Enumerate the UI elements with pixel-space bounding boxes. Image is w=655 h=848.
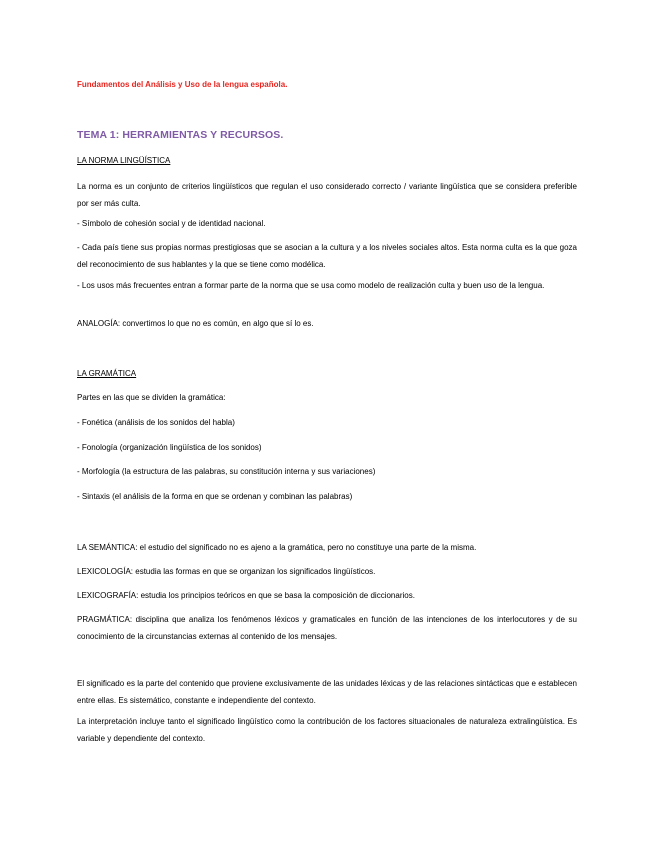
semantica-paragraph: LA SEMÁNTICA: el estudio del significado no es ajeno a la gramática, pero no constituye una parte de la misma. [77,543,477,552]
section-heading-gramatica: LA GRAMÁTICA [77,369,137,378]
significado-paragraph: El significado es la parte del contenido que proviene exclusivamente de las unidades léxicas y de las relaciones sintácticas que e establecen entre ellas. Es sistemático, constante e independiente del contexto. [77,679,577,705]
gramatica-item-fonetica: - Fonética (análisis de los sonidos del habla) [77,418,235,427]
norma-bullet-2: - Cada país tiene sus propias normas prestigiosas que se asocian a la cultura y a los niveles sociales altos. Esta norma culta es la que goza del reconocimiento de sus hablantes y la que se tiene como modélica. [77,243,577,269]
norma-bullet-3: - Los usos más frecuentes entran a formar parte de la norma que se usa como modelo de realización culta y buen uso de la lengua. [77,281,545,290]
norma-bullet-1: - Símbolo de cohesión social y de identidad nacional. [77,219,266,228]
theme-title: TEMA 1: HERRAMIENTAS Y RECURSOS. [77,129,284,141]
section-heading-norma: LA NORMA LINGÜÍSTICA [77,156,171,165]
gramatica-intro: Partes en las que se dividen la gramática: [77,393,226,402]
analogia-paragraph: ANALOGÍA: convertimos lo que no es común, en algo que sí lo es. [77,319,314,328]
lexicografia-paragraph: LEXICOGRAFÍA: estudia los principios teóricos en que se basa la composición de diccionarios. [77,591,415,600]
gramatica-item-fonologia: - Fonología (organización lingüística de los sonidos) [77,443,262,452]
gramatica-item-sintaxis: - Sintaxis (el análisis de la forma en que se ordenan y combinan las palabras) [77,492,353,501]
document-title: Fundamentos del Análisis y Uso de la lengua española. [77,80,288,89]
gramatica-item-morfologia: - Morfología (la estructura de las palabras, su constitución interna y sus variaciones) [77,467,376,476]
lexicologia-paragraph: LEXICOLOGÍA: estudia las formas en que se organizan los significados lingüísticos. [77,567,376,576]
norma-definition-paragraph: La norma es un conjunto de criterios lingüísticos que regulan el uso considerado correcto / variante lingüística que se considera preferible por ser más culta. [77,182,577,208]
pragmatica-paragraph: PRAGMÁTICA: disciplina que analiza los fenómenos léxicos y gramaticales en función de las intenciones de los interlocutores y de su conocimiento de la circunstancias externas al contenido de los mensajes. [77,615,577,641]
interpretacion-paragraph: La interpretación incluye tanto el significado lingüístico como la contribución de los factores situacionales de naturaleza extralingüística. Es variable y dependiente del contexto. [77,717,577,743]
